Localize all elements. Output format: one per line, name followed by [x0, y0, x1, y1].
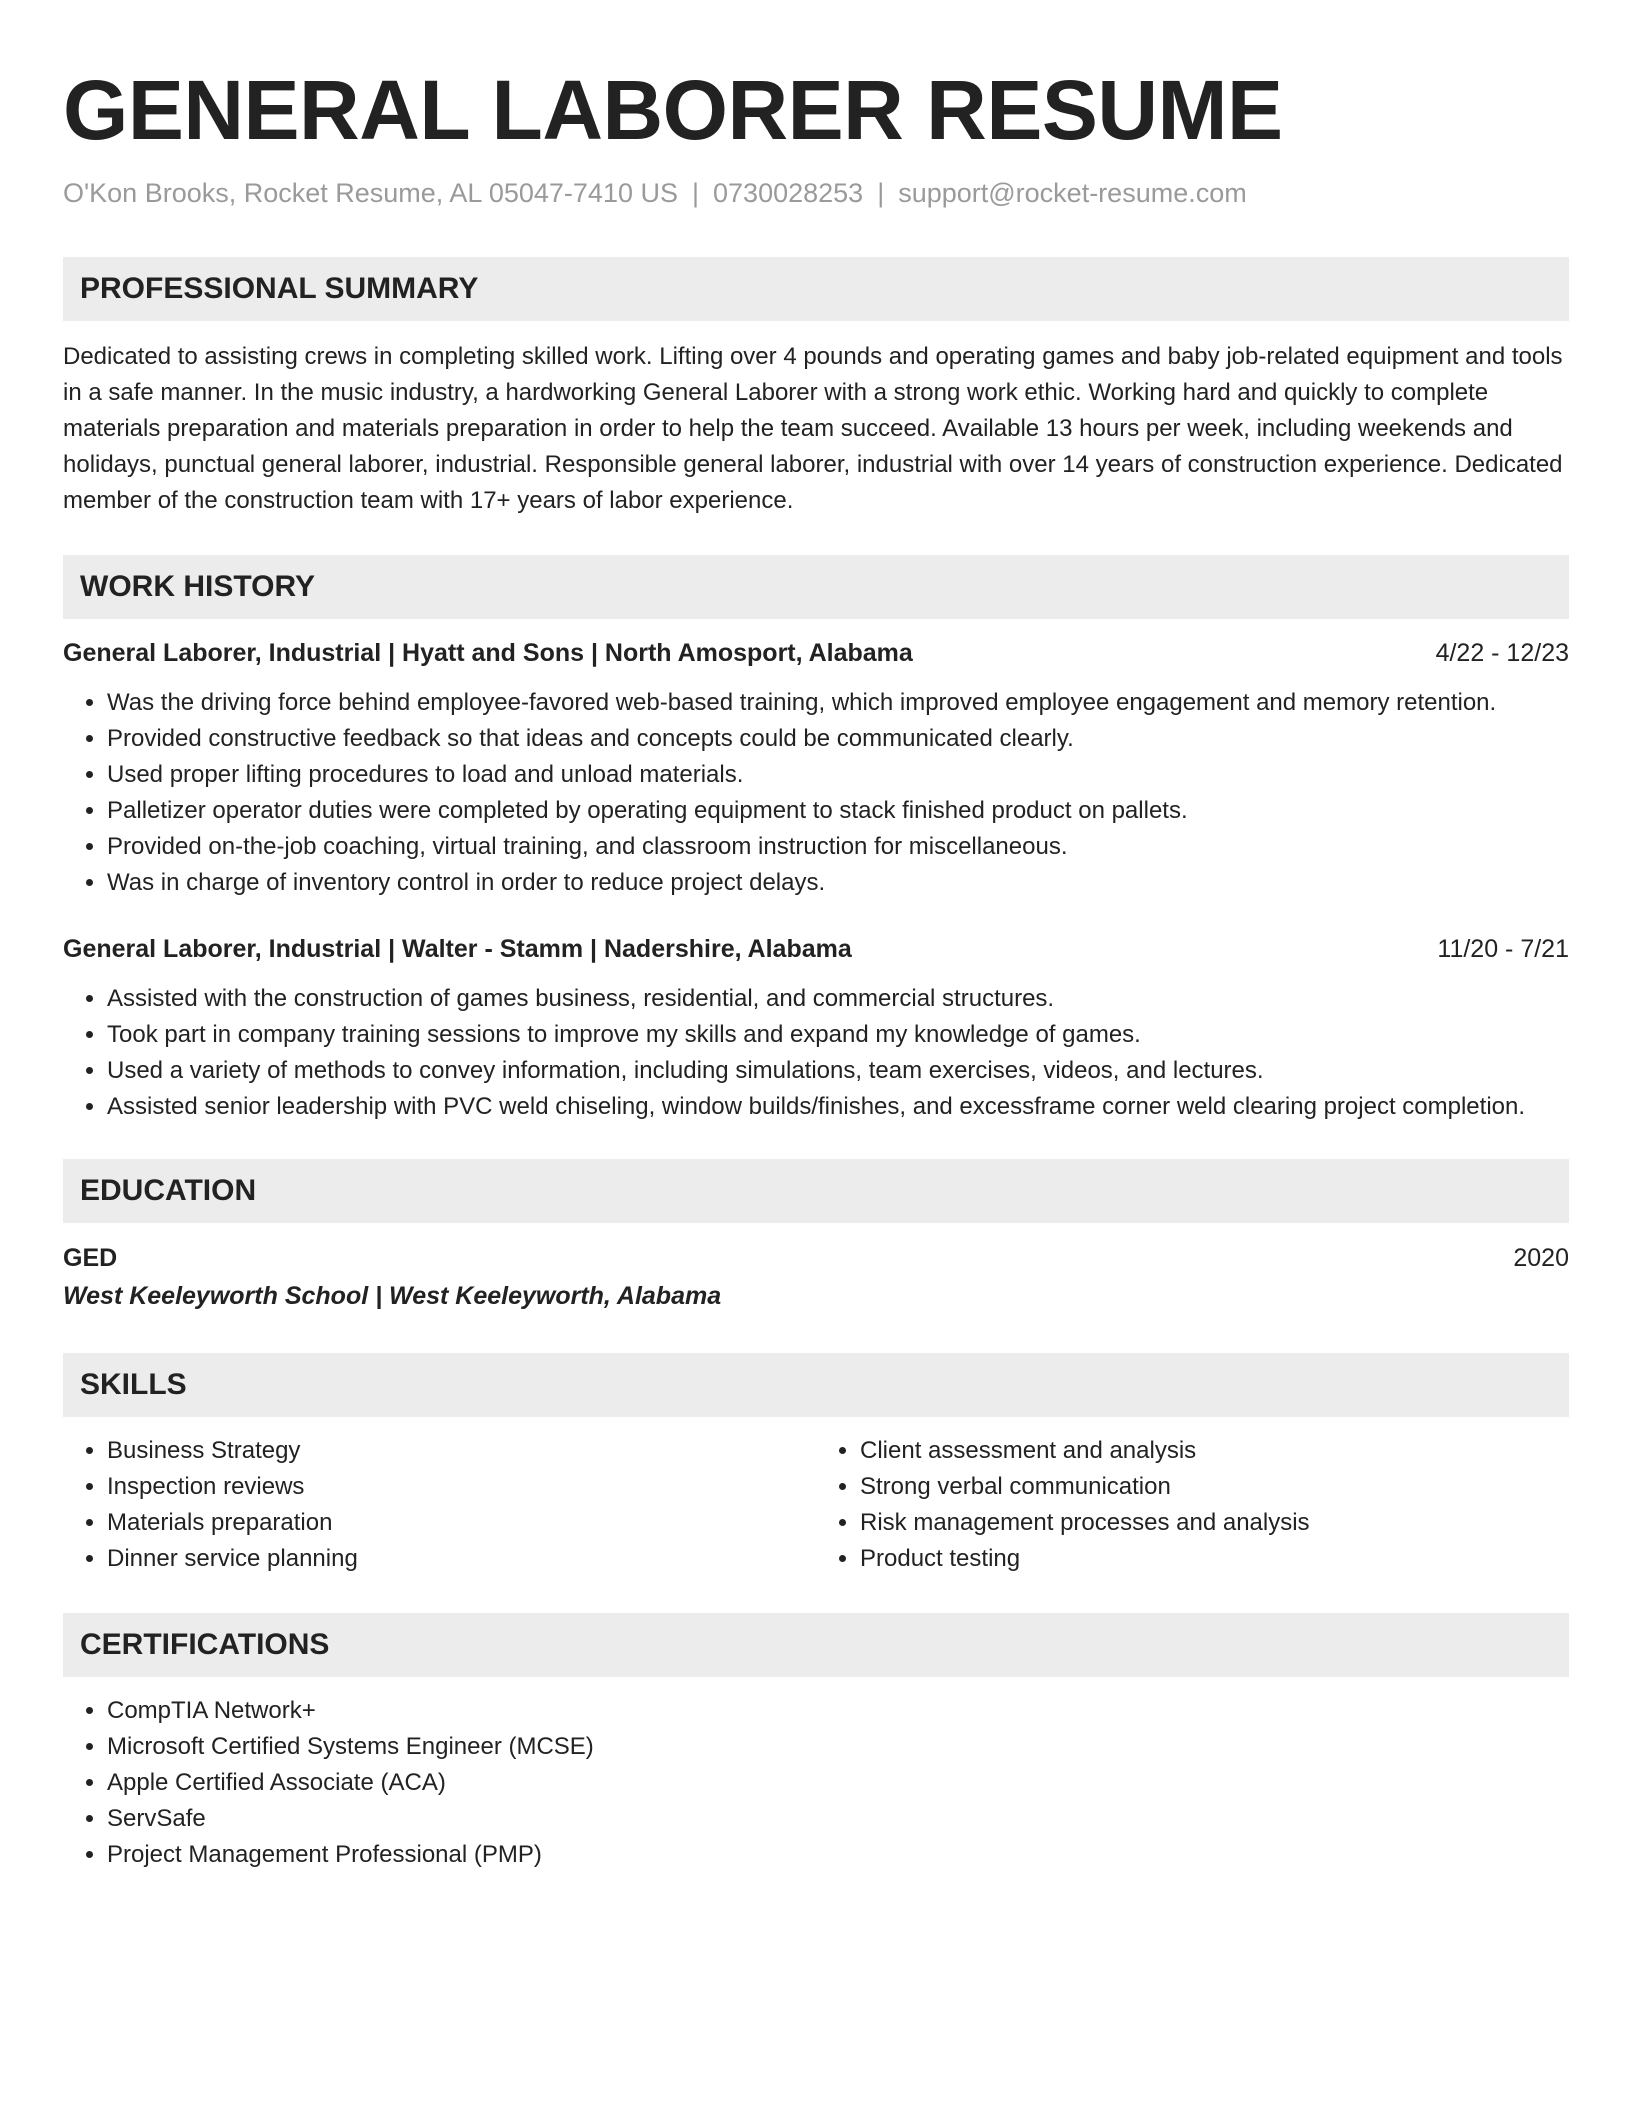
job-dates: 11/20 - 7/21	[1437, 935, 1569, 963]
certifications-section	[63, 1613, 1569, 1873]
education-section	[63, 1159, 1569, 1315]
skill-item: • Client assessment and analysis	[860, 1433, 1569, 1469]
job-bullet: • Took part in company training sessions to improve my skills and expand my knowledge of games.	[107, 1017, 1569, 1053]
education-entry	[63, 1239, 1569, 1315]
skills-list	[63, 1433, 1569, 1577]
skill-item: • Product testing	[860, 1541, 1569, 1577]
job-bullet: • Palletizer operator duties were completed by operating equipment to stack finished product on pallets.	[107, 793, 1569, 829]
education-year: 2020	[1513, 1244, 1569, 1272]
summary-text: Dedicated to assisting crews in completing skilled work. Lifting over 4 pounds and operating games and baby job-related equipment and tools in a safe manner. In the music industry, a hardworking General Laborer with a strong work ethic. Working hard and quickly to complete materials preparation and materials preparation in order to help the team succeed. Available 13 hours per week, including weekends and holidays, punctual general laborer, industrial. Responsible general laborer, industrial with over 14 years of construction experience. Dedicated member of the construction team with 17+ years of labor experience.	[63, 343, 1563, 514]
section-heading: WORK HISTORY	[63, 555, 1569, 619]
summary-section	[63, 257, 1569, 519]
job-bullets	[63, 685, 1569, 901]
contact-separator: |	[877, 178, 885, 208]
section-heading: SKILLS	[63, 1353, 1569, 1417]
section-heading: EDUCATION	[63, 1159, 1569, 1223]
certification-item: • Apple Certified Associate (ACA)	[107, 1765, 1569, 1801]
job-entry	[63, 635, 1569, 901]
skill-item: • Risk management processes and analysis	[860, 1505, 1569, 1541]
skill-item: • Dinner service planning	[107, 1541, 816, 1577]
contact-separator: |	[692, 178, 700, 208]
job-bullet: • Provided on-the-job coaching, virtual training, and classroom instruction for miscellaneous.	[107, 829, 1569, 865]
job-bullets	[63, 981, 1569, 1125]
job-header	[63, 931, 1569, 967]
job-title: General Laborer, Industrial | Hyatt and Sons | North Amosport, Alabama	[63, 639, 913, 667]
job-title: General Laborer, Industrial | Walter - Stamm | Nadershire, Alabama	[63, 935, 852, 963]
contact-line	[63, 178, 1569, 209]
education-header	[63, 1239, 1569, 1277]
skills-column-right	[816, 1433, 1569, 1577]
skill-item: • Business Strategy	[107, 1433, 816, 1469]
skill-item: • Materials preparation	[107, 1505, 816, 1541]
certification-item: • Project Management Professional (PMP)	[107, 1837, 1569, 1873]
contact-email: support@rocket-resume.com	[898, 178, 1247, 208]
job-entry	[63, 931, 1569, 1125]
job-bullet: • Used proper lifting procedures to load and unload materials.	[107, 757, 1569, 793]
skill-item: • Strong verbal communication	[860, 1469, 1569, 1505]
certification-item: • ServSafe	[107, 1801, 1569, 1837]
job-dates: 4/22 - 12/23	[1435, 639, 1569, 667]
skills-section	[63, 1353, 1569, 1577]
section-heading: PROFESSIONAL SUMMARY	[63, 257, 1569, 321]
job-header	[63, 635, 1569, 671]
job-bullet: • Used a variety of methods to convey information, including simulations, team exercises, videos, and lectures.	[107, 1053, 1569, 1089]
skill-item: • Inspection reviews	[107, 1469, 816, 1505]
skills-column-left	[63, 1433, 816, 1577]
job-bullet: • Provided constructive feedback so that ideas and concepts could be communicated clearly.	[107, 721, 1569, 757]
contact-phone: 0730028253	[713, 178, 864, 208]
job-bullet: • Was in charge of inventory control in order to reduce project delays.	[107, 865, 1569, 901]
certification-item: • CompTIA Network+	[107, 1693, 1569, 1729]
job-bullet: • Assisted with the construction of games business, residential, and commercial structures.	[107, 981, 1569, 1017]
work-history-section	[63, 555, 1569, 1125]
contact-address: O'Kon Brooks, Rocket Resume, AL 05047-7410 US	[63, 178, 678, 208]
certifications-list	[63, 1693, 1569, 1873]
job-bullet: • Assisted senior leadership with PVC weld chiseling, window builds/finishes, and excessframe corner weld clearing project completion.	[107, 1089, 1569, 1125]
education-degree: GED	[63, 1244, 118, 1272]
job-bullet: • Was the driving force behind employee-favored web-based training, which improved employee engagement and memory retention.	[107, 685, 1569, 721]
certification-item: • Microsoft Certified Systems Engineer (MCSE)	[107, 1729, 1569, 1765]
resume-title: GENERAL LABORER RESUME	[63, 63, 1283, 157]
section-heading: CERTIFICATIONS	[63, 1613, 1569, 1677]
education-school: West Keeleyworth School | West Keeleyworth, Alabama	[63, 1282, 722, 1310]
